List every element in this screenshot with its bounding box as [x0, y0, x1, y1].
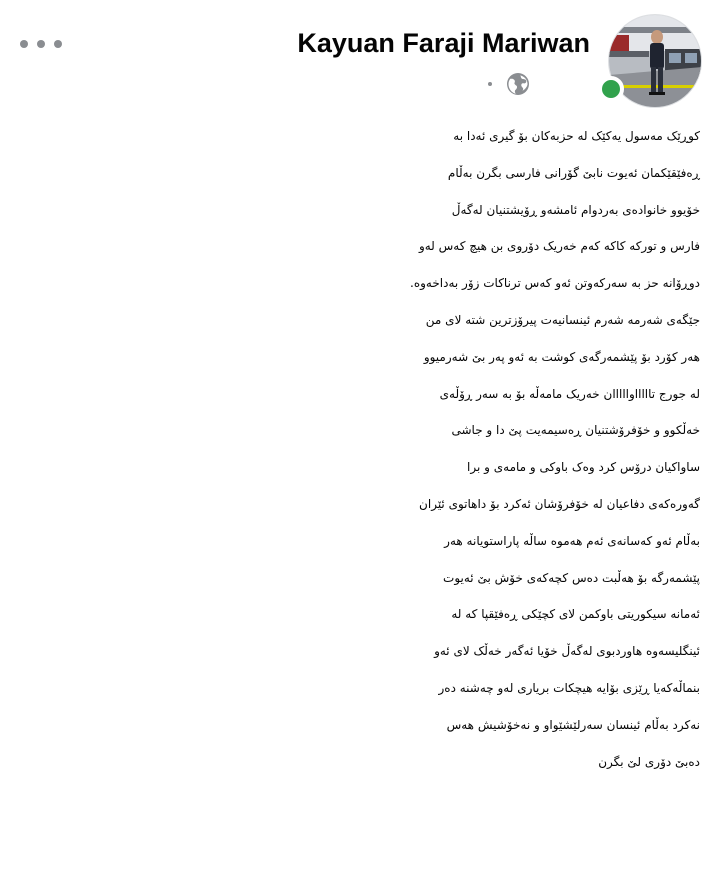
- post-text-line: دوڕۆانە حز بە سەرکەوتن ئەو کەس ترناکات زۆر بەداخەوە.: [410, 276, 700, 291]
- post-text-line: نەکرد بەڵام ئینسان سەرلێشێواو و نەخۆشیش هەس: [446, 717, 700, 732]
- post-text-line: پێشمەرگە بۆ هەڵبت دەس کچەکەی خۆش بێ ئەیوت: [443, 570, 700, 585]
- post-text-line: خەڵکوو و خۆفرۆشتنیان ڕەسیمەیت پێ دا و جاشی: [451, 423, 700, 438]
- post-text-line: دەبێ دۆری لێ بگرن: [598, 754, 700, 769]
- author-name[interactable]: Kayuan Faraji Mariwan: [297, 28, 590, 58]
- more-dot: [20, 40, 28, 48]
- post-text-line: گەورەکەی دفاعیان لە خۆفرۆشان ئەکرد بۆ داهاتوی ئێران: [419, 496, 700, 511]
- post-meta: [488, 72, 530, 96]
- post-text-line: فارس و تورکە کاکە کەم خەریک دۆروی بن هیچ کەس لەو: [418, 239, 700, 254]
- post-text: [30, 118, 700, 780]
- post-text-line: خۆیوو خانوادەی بەردوام ئامشەو ڕۆیشتنیان لەگەڵ: [451, 202, 700, 217]
- post-text-line: ساواکیان درۆس کرد وەک باوکی و مامەی و برا: [467, 460, 700, 475]
- online-status-indicator: [598, 76, 624, 102]
- post-text-line: جێگەی شەرمە شەرم ئینسانیەت پیرۆزترین شتە لای من: [425, 312, 700, 327]
- meta-separator-dot: [488, 82, 492, 86]
- post-text-line: ئەمانە سیکوریتی باوکمن لای کچێکی ڕەفێقپا کە لە: [451, 607, 700, 622]
- globe-icon[interactable]: [506, 72, 530, 96]
- post-text-line: بەڵام ئەو کەسانەی ئەم هەموە ساڵە پاراستویانە هەر: [444, 533, 700, 548]
- more-options-button[interactable]: [20, 30, 62, 58]
- more-dot: [37, 40, 45, 48]
- post-text-line: ڕەفێقێکمان ئەیوت نابێ گۆرانی فارسی بگرن بەڵام: [447, 165, 700, 180]
- post-text-line: ئینگلیسەوە هاوردبوی لەگەڵ خۆیا ئەگەر خەڵک لای ئەو: [434, 644, 700, 659]
- post-header: [0, 0, 720, 115]
- more-dot: [54, 40, 62, 48]
- post-text-line: لە جورج تاااااوااااان خەریک مامەڵە بۆ بە سەر ڕۆڵەی: [439, 386, 700, 401]
- post-text-line: بنماڵەکەیا ڕێزی بۆایە هیچکات بریاری لەو چەشنە دەر: [438, 680, 700, 695]
- avatar[interactable]: [608, 14, 702, 108]
- post-text-line: کوڕێک مەسول یەکێک لە حزبەکان بۆ گیری ئەدا بە: [453, 129, 700, 143]
- post-text-line: هەر کۆرد بۆ پێشمەرگەی کوشت بە ئەو پەر بێ شەرمیوو: [423, 349, 700, 364]
